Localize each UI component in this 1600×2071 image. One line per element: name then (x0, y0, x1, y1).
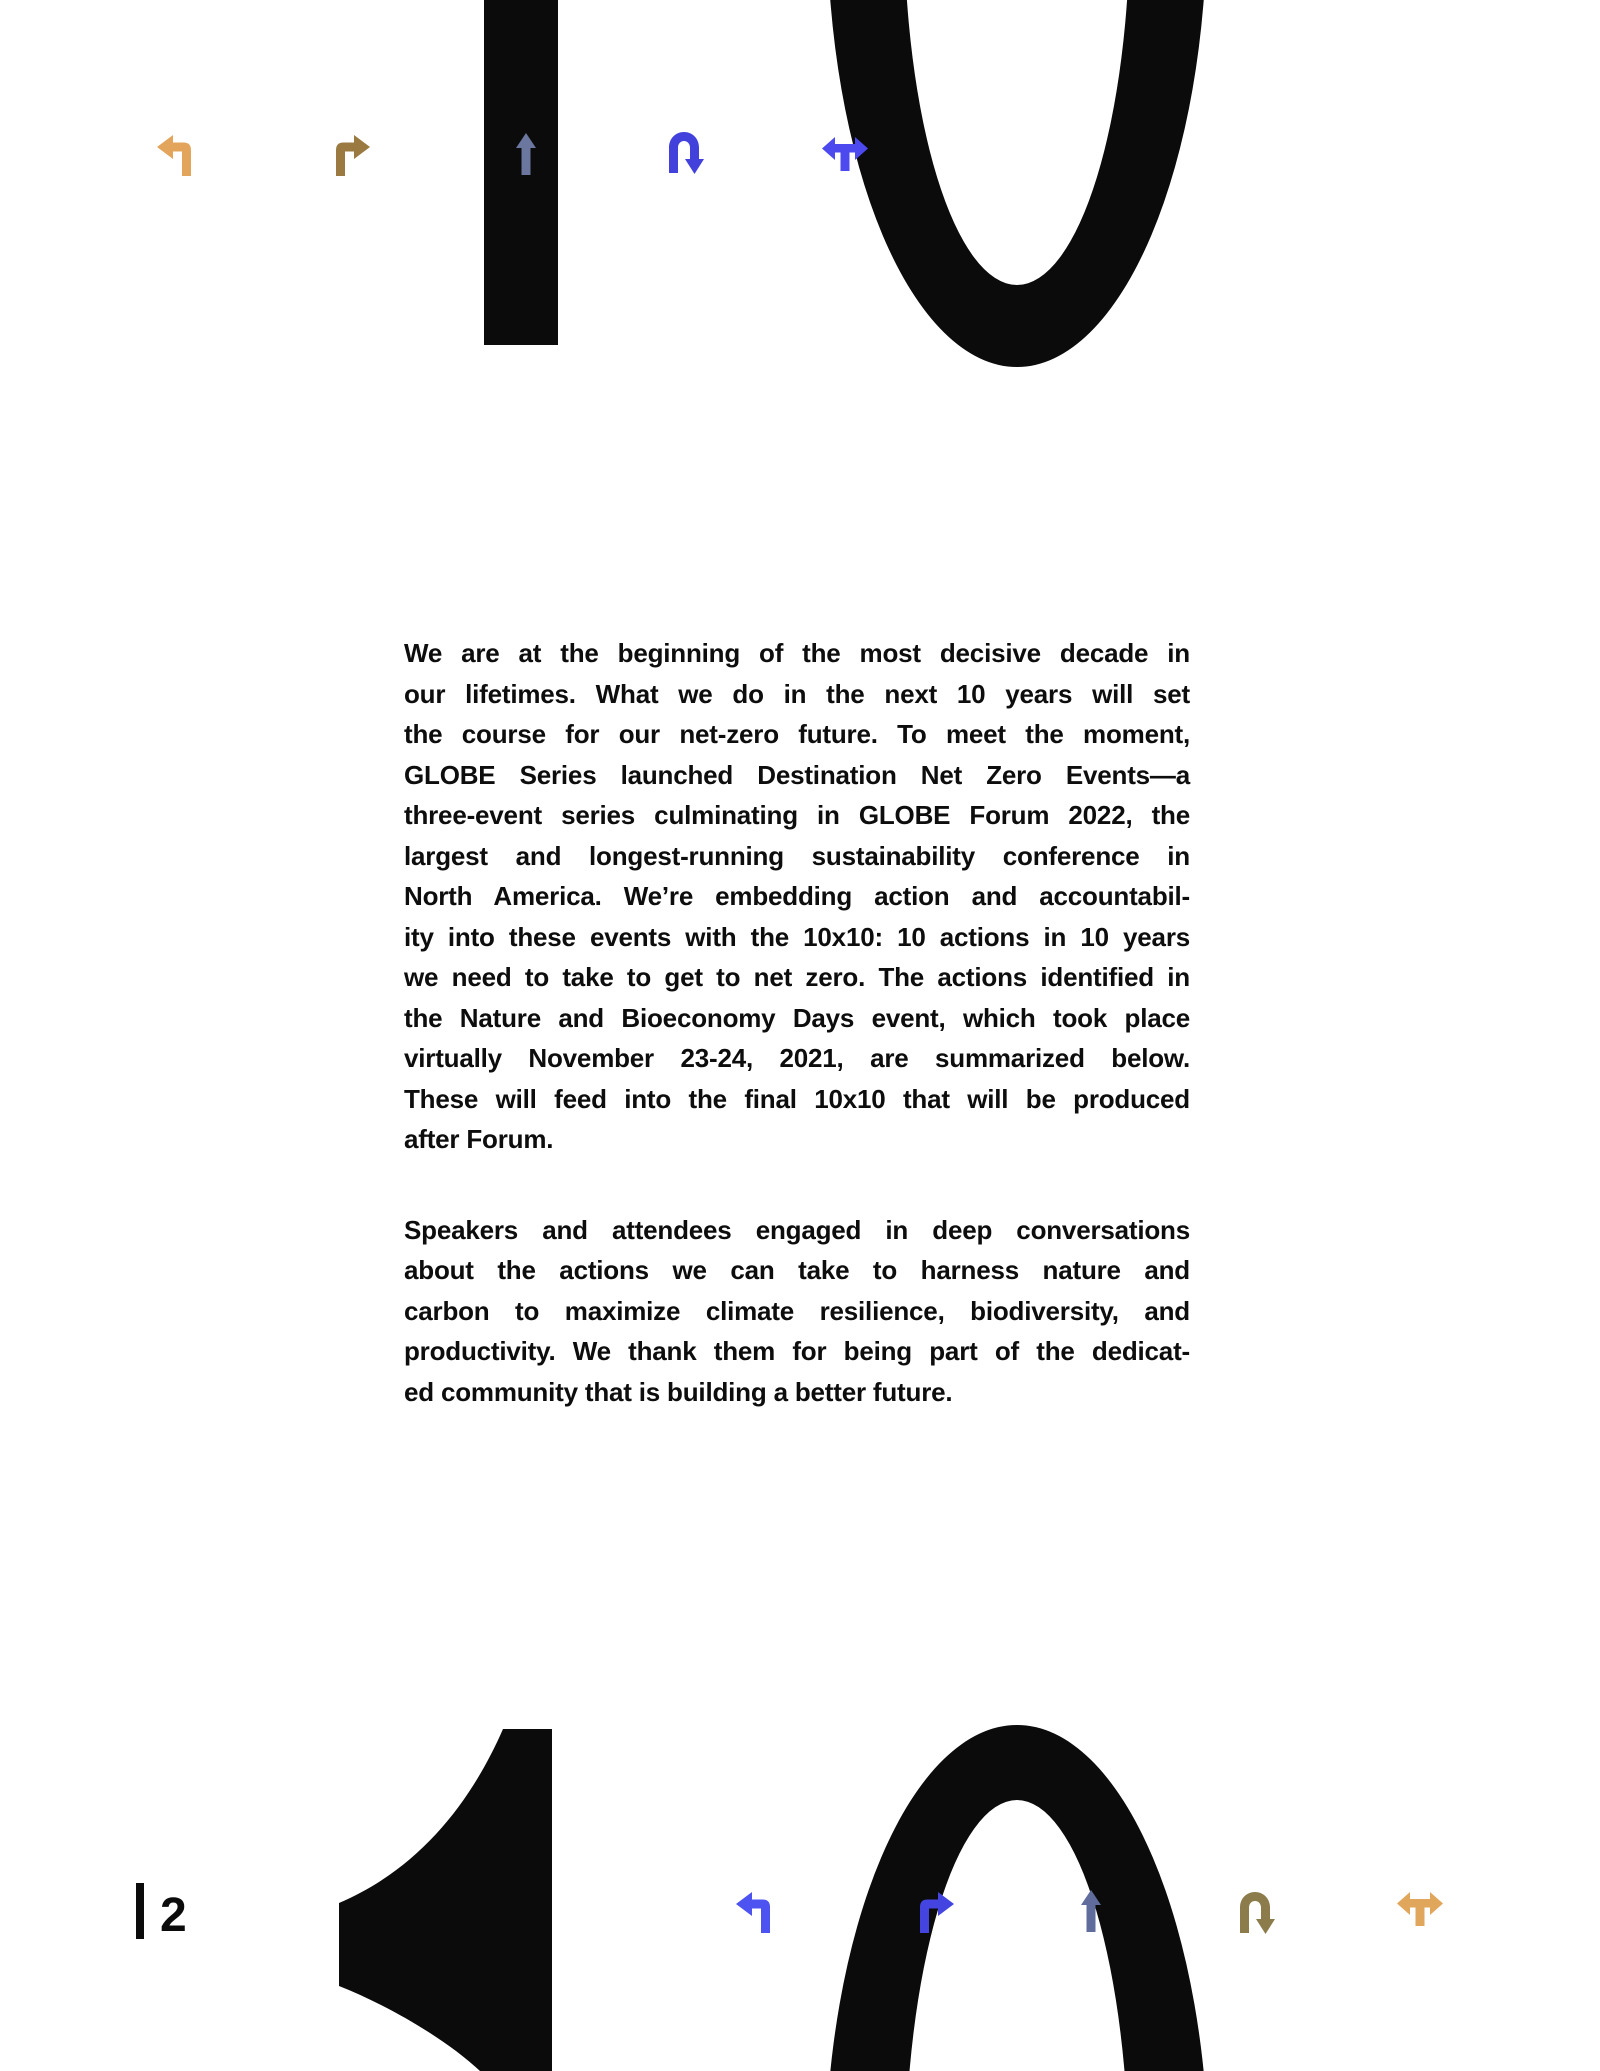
text-line: productivity. We thank them for being part of the dedicat- (404, 1336, 1190, 1366)
page-number (136, 1883, 188, 1940)
turn-right-arrow-icon (325, 131, 373, 179)
turn-left-arrow-icon (154, 131, 202, 179)
speakers-paragraph (404, 1210, 1190, 1413)
text-line: our lifetimes. What we do in the next 10 years will set (404, 678, 1190, 709)
text-line: after Forum. (404, 1124, 554, 1154)
text-line: GLOBE Series launched Destination Net Zero Events—a (404, 759, 1190, 790)
text-line: virtually November 23-24, 2021, are summarized below. (404, 1043, 1190, 1073)
text-line: North America. We’re embedding action and accountabil- (404, 881, 1190, 911)
turn-right-arrow-icon (909, 1888, 957, 1936)
numeral-0-ring (827, 0, 1207, 367)
text-line: We are at the beginning of the most decisive decade in (404, 638, 1190, 668)
text-line: the Nature and Bioeconomy Days event, which took place (404, 1002, 1190, 1033)
u-turn-arrow-icon (660, 128, 708, 176)
text-line: we need to take to get to net zero. The actions identified in (404, 962, 1190, 992)
text-line: about the actions we can take to harness nature and (404, 1255, 1190, 1285)
straight-arrow-icon (1067, 1888, 1115, 1936)
text-line: Speakers and attendees engaged in deep conversations (404, 1214, 1190, 1245)
intro-paragraph (404, 633, 1190, 1160)
text-line: ed community that is building a better future. (404, 1376, 953, 1407)
text-line: three-event series culminating in GLOBE Forum 2022, the (404, 800, 1190, 830)
text-line: These will feed into the final 10x10 that will be produced (404, 1083, 1190, 1114)
text-line: largest and longest-running sustainability conference in (404, 840, 1190, 871)
turn-left-arrow-icon (733, 1888, 781, 1936)
hero-numeral-top-text (0, 0, 1, 1)
numeral-1-shape (339, 1729, 552, 2071)
numeral-0-ring (825, 1725, 1209, 2071)
t-junction-arrow-icon (1396, 1886, 1444, 1934)
text-line: ity into these events with the 10x10: 10 actions in 10 years (404, 921, 1190, 952)
u-turn-arrow-icon (1231, 1888, 1279, 1936)
text-line: the course for our net-zero future. To meet the moment, (404, 719, 1190, 749)
text-line: carbon to maximize climate resilience, biodiversity, and (404, 1295, 1190, 1326)
t-junction-arrow-icon (821, 131, 869, 179)
page-number-value: 2 (160, 1889, 188, 1942)
hero-numeral-10-top (0, 0, 1600, 420)
page-number-bar-icon (136, 1883, 144, 1939)
straight-arrow-icon (502, 131, 550, 179)
hero-numeral-10-bottom (0, 1600, 1600, 2071)
hero-numeral-bottom-text (0, 0, 1, 1)
body-text (404, 633, 1190, 1412)
